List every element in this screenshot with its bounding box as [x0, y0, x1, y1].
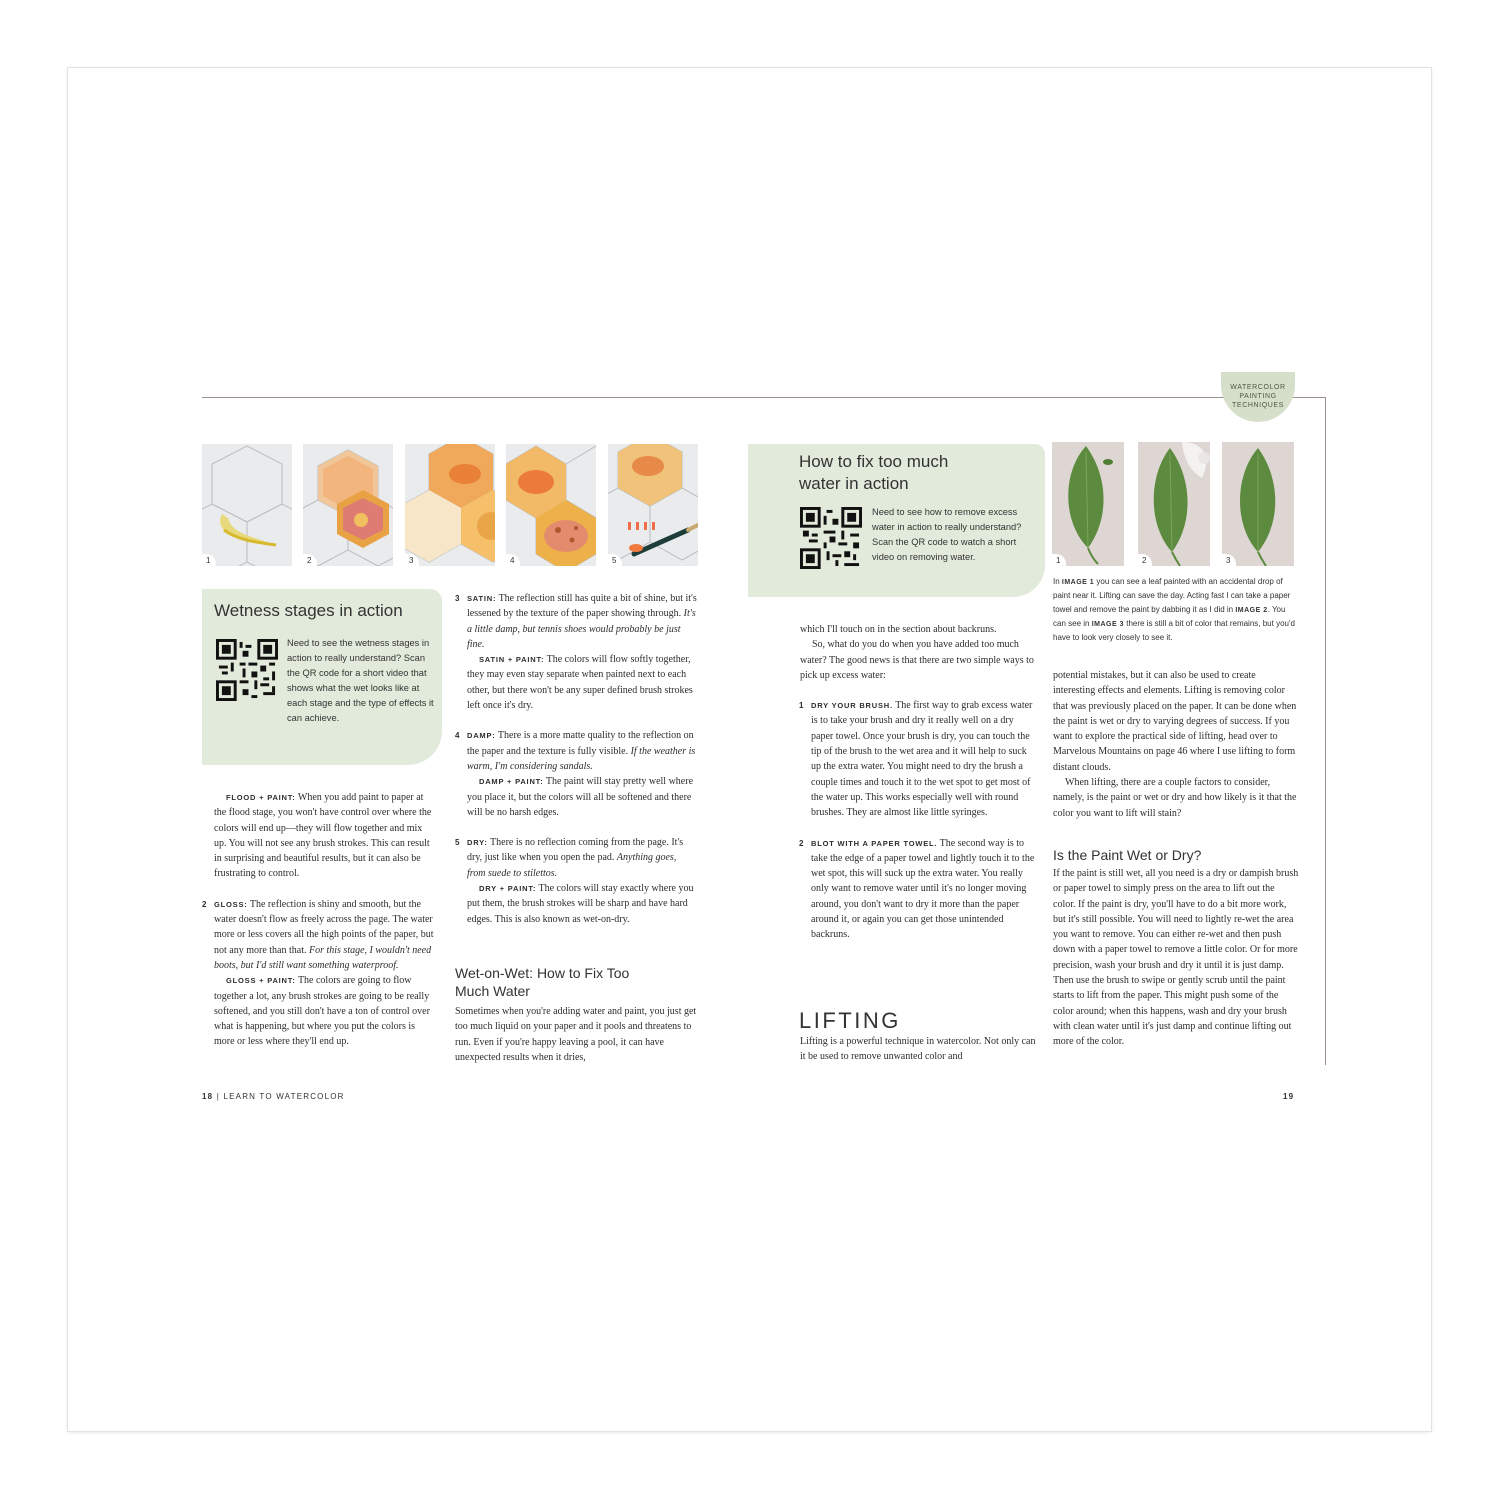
caption-part: . You can see in: [1053, 604, 1286, 628]
caption-image-ref: IMAGE 2: [1235, 606, 1268, 614]
section-tab-line-2: PAINTING: [1239, 393, 1277, 400]
sidebar-title: How to fix too much water in action: [799, 452, 949, 493]
step2-label: BLOT WITH A PAPER TOWEL.: [811, 838, 938, 848]
gloss-paint-label: GLOSS + PAINT:: [226, 976, 296, 986]
wet-on-wet-text: [455, 1004, 697, 1065]
hex-grid-illustration: [405, 444, 495, 566]
caption-image-ref: IMAGE 3: [1091, 620, 1124, 628]
satin-paint-text: The colors will flow softly together, they may even stay separate when painted next to each other, but there won't be any super defined brush strokes left once it's dry.: [467, 654, 693, 712]
book-title: LEARN TO WATERCOLOR: [223, 1092, 345, 1101]
qr-code-icon[interactable]: [800, 507, 862, 569]
gloss-label: GLOSS:: [214, 899, 248, 909]
section-tab-line-1: WATERCOLOR: [1230, 384, 1286, 391]
top-rule: [202, 397, 1326, 398]
satin-number: 3: [455, 594, 460, 603]
page-number-left: 18: [202, 1092, 214, 1101]
caption-part: In: [1053, 577, 1062, 586]
left-column-1: [202, 790, 436, 1050]
hex-grid-illustration: [202, 444, 292, 566]
leaf-photo-2: [1138, 442, 1210, 566]
flood-text: When you add paint to paper at the flood stage, you won't have control over where the colors will end up—they will flow together and mix up. You will not see any brush strokes. This can result in surprising and beautiful results, but it can also be frustrating to control.: [214, 792, 432, 880]
section-tab-line-3: TECHNIQUES: [1232, 402, 1284, 409]
gloss-italic: For this stage, I wouldn't need boots, but I'd still want something waterproof.: [214, 944, 432, 971]
photo-number: 1: [1052, 554, 1066, 566]
leaf-photo-1: [1052, 442, 1124, 566]
leaf-illustration: [1138, 442, 1210, 566]
photo-number: 3: [1222, 554, 1236, 566]
stage-photo-4: [506, 444, 596, 566]
col3-paragraph-2: So, what do you do when you have added too much water? The good news is that there are two simple ways to pick up excess water:: [800, 639, 1034, 681]
step2-text: The second way is to take the edge of a paper towel and lightly touch it to the wet spot, this will suck up the extra water. You really only want to remove water until it's no longer moving around, you don't want to dry it more than the paper around it, or again you can get those unintended backruns.: [811, 837, 1035, 941]
right-vertical-rule: [1325, 397, 1326, 1065]
lifting-paragraph: Lifting is a powerful technique in watercolor. Not only can it be used to remove unwanted color and: [800, 1036, 1036, 1063]
dry-paint-text: The colors will stay exactly where you put them, the brush strokes will be sharp and have hard edges. This is also known as wet-on-dry.: [467, 883, 694, 925]
hex-grid-illustration: [506, 444, 596, 566]
page-number-right: 19: [1283, 1092, 1295, 1101]
photo-number: 2: [303, 554, 317, 566]
right-column-1: [800, 622, 1036, 943]
left-footer: [202, 1092, 345, 1101]
right-column-2: [1053, 668, 1299, 821]
satin-italic: It's a little damp, but tennis shoes would probably be just fine.: [467, 608, 696, 650]
wet-on-wet-paragraph: Sometimes when you're adding water and paint, you just get too much liquid on your paper and it pools and threatens to run. Even if you're happy leaving a pool, it can have unexpected results when it dries,: [455, 1006, 697, 1063]
leaf-illustration: [1222, 442, 1294, 566]
photo-number: 4: [506, 554, 520, 566]
satin-label: SATIN:: [467, 594, 497, 603]
caption-part: you can see a leaf painted with an accidental drop of paint near it. Lifting can save the day. Acting fast I can take a paper towel and remove the paint by dabbing it as I did in: [1053, 577, 1291, 614]
step2-number: 2: [799, 838, 804, 848]
wet-or-dry-heading: Is the Paint Wet or Dry?: [1053, 847, 1202, 863]
qr-code-icon[interactable]: [216, 639, 278, 701]
satin-text: The reflection still has quite a bit of shine, but it's lessened by the texture of the paper showing through.: [467, 593, 697, 620]
leaf-illustration: [1052, 442, 1124, 566]
dry-number: 5: [455, 838, 460, 848]
dry-paint-label: DRY + PAINT:: [479, 884, 537, 894]
gloss-paint-text: The colors are going to flow together a lot, any brush strokes are going to be really softened, and you still don't have a ton of control over what is happening, but where you put the colors is more or less where they'll end up.: [214, 975, 430, 1048]
damp-italic: If the weather is warm, I'm considering sandals.: [467, 745, 696, 772]
step1-number: 1: [799, 701, 804, 711]
lifting-intro: [800, 1034, 1036, 1065]
wet-or-dry-text: [1053, 866, 1299, 1050]
caption-part: there is still a bit of color that remains, but you'd have to look very closely to see it.: [1053, 618, 1295, 643]
damp-text: There is a more matte quality to the reflection on the paper and the texture is fully visible.: [467, 730, 694, 757]
col4-paragraph-1: potential mistakes, but it can also be used to create interesting effects and elements. Lifting is removing color that was previously placed on the paper. It can be done when the paint is wet or dry to varying degrees of success. If you want to explore the practical side of lifting, head over to Marvelous Mountains on page 46 where I use lifting to form distant clouds.: [1053, 670, 1297, 773]
photo-number: 1: [202, 554, 216, 566]
gloss-text: The reflection is shiny and smooth, but the water doesn't flow as freely across the page. The water more or less covers all the high points of the paper, but not any more than that.: [214, 898, 434, 956]
step1-text: The first way to grab excess water is to take your brush and dry it really well on a dry paper towel. Once your brush is dry, you can touch the tip of the brush to the wet area and it will help to suck up the extra water. You might need to dry the brush a couple times and touch it to the wet spot to get most of the water up. This works especially well with round brushes. They are almost like little syringes.: [811, 700, 1033, 819]
col4-paragraph-3: If the paint is still wet, all you need is a dry or dampish brush or paper towel to simply press on the area to lift out the color. If the paint is dry, you'll have to do a bit more work, but it's still possible. You will need to lightly re-wet the area you want to remove. You can either re-wet and then push down with a paper towel to remove a little color. Or for more precision, wash your brush and dry it until it is just damp. Then use the brush to swipe or gently scrub until the paint starts to lift from the paper. This might push some of the color around; when this happens, wash and dry your brush with clean water until it's just damp and continue lifting out more of the color.: [1053, 868, 1299, 1048]
left-column-2: [455, 591, 697, 927]
photo-number: 2: [1138, 554, 1152, 566]
stage-photo-5: [608, 444, 698, 566]
footer-separator: |: [216, 1092, 221, 1101]
caption-image-ref: IMAGE 1: [1061, 579, 1095, 586]
dry-text: There is no reflection coming from the page. It's dry, just like when you open the pad.: [467, 837, 684, 864]
dry-label: DRY:: [467, 838, 488, 848]
leaf-photo-3: [1222, 442, 1294, 566]
hex-grid-illustration: [303, 444, 393, 566]
sidebar-text: Need to see how to remove excess water in action to really understand? Scan the QR code to watch a short video on removing water.: [872, 507, 1022, 562]
stage-photo-3: [405, 444, 495, 566]
damp-label: DAMP:: [467, 731, 496, 741]
damp-paint-text: The paint will stay pretty well where you place it, but the colors will all be softened and there will be no harsh edges.: [467, 776, 694, 818]
damp-number: 4: [455, 731, 460, 741]
hex-grid-illustration: [608, 444, 698, 566]
leaf-caption: [1053, 575, 1297, 644]
satin-paint-label: SATIN + PAINT:: [479, 655, 545, 665]
col3-paragraph-1: which I'll touch on in the section about backruns.: [800, 624, 997, 635]
wet-on-wet-heading: Wet-on-Wet: How to Fix Too Much Water: [455, 965, 630, 999]
stage-photo-1: [202, 444, 292, 566]
dry-italic: Anything goes, from suede to stilettos.: [467, 852, 677, 879]
step1-label: DRY YOUR BRUSH.: [811, 701, 893, 711]
sidebar-text: Need to see the wetness stages in action to really understand? Scan the QR code for a short video that shows what the wet looks like at each stage and the type of effects it can achieve.: [287, 638, 434, 723]
photo-number: 5: [608, 554, 622, 566]
photo-number: 3: [405, 554, 419, 566]
stage-photo-2: [303, 444, 393, 566]
sidebar-title: Wetness stages in action: [214, 601, 403, 620]
damp-paint-label: DAMP + PAINT:: [479, 777, 544, 787]
gloss-number: 2: [202, 899, 207, 909]
lifting-heading: LIFTING: [799, 1008, 901, 1033]
flood-label: FLOOD + PAINT:: [226, 793, 296, 802]
col4-paragraph-2: When lifting, there are a couple factors to consider, namely, is the paint or wet or dry and how likely is it that the color you want to lift will stain?: [1053, 777, 1297, 819]
